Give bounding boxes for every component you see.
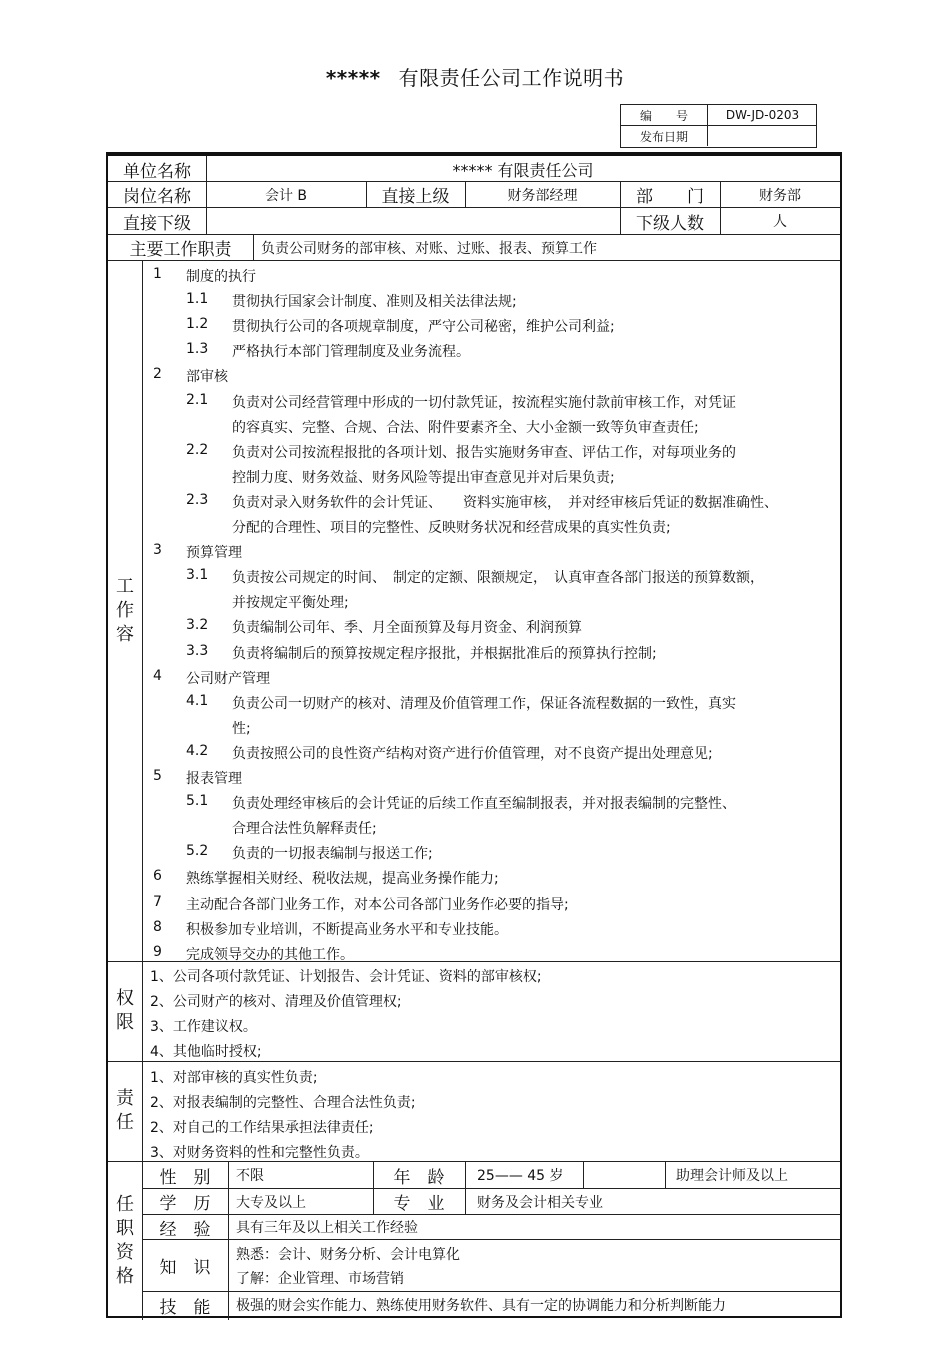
work-content-line xyxy=(108,542,840,562)
gender-value: 不限 xyxy=(236,1168,264,1184)
responsibility-line: 2、对自己的工作结果承担法律责任; xyxy=(150,1120,374,1136)
work-content-text: 性; xyxy=(232,720,251,737)
work-content-line xyxy=(108,266,840,286)
work-content-number: 3.3 xyxy=(186,642,209,659)
work-content-number: 3 xyxy=(153,542,162,559)
work-content-text: 的容真实、完整、合规、合法、附件要素齐全、大小金额一致等负审查责任; xyxy=(232,419,699,436)
authority-label: 权 限 xyxy=(116,988,134,1033)
unit-name-label: 单位名称 xyxy=(123,161,191,182)
work-content-number: 4.1 xyxy=(186,692,209,709)
job-description-table xyxy=(106,152,842,1318)
age-label: 年 龄 xyxy=(393,1167,445,1188)
document-title xyxy=(0,62,950,91)
number-label: 编 号 xyxy=(621,105,708,125)
work-content-line xyxy=(108,894,840,914)
direct-subordinate-value xyxy=(206,208,620,234)
work-content-number: 3.1 xyxy=(186,567,209,584)
work-content-number: 8 xyxy=(153,918,162,935)
work-content-number: 1.3 xyxy=(186,341,209,358)
work-content-label: 工 作 容 xyxy=(116,575,134,645)
work-content-number: 6 xyxy=(153,868,162,885)
knowledge-value-understand: 了解：企业管理、市场营销 xyxy=(236,1271,404,1287)
work-content-line xyxy=(108,693,840,713)
post-name-value: 会计 B xyxy=(264,187,308,204)
major-value: 财务及会计相关专业 xyxy=(477,1194,603,1211)
work-content-number: 2 xyxy=(153,366,162,383)
main-duties-label: 主要工作职责 xyxy=(129,240,232,260)
work-content-text: 负责按照公司的良性资产结构对资产进行价值管理，对不良资产提出处理意见; xyxy=(232,745,713,762)
work-content-text: 贯彻执行国家会计制度、准则及相关法律法规; xyxy=(232,294,517,311)
work-content-number: 4.2 xyxy=(186,742,209,759)
work-content-text: 主动配合各部门业务工作，对本公司各部门业务作必要的指导; xyxy=(186,896,569,913)
responsibility-line: 2、对报表编制的完整性、合理合法性负责; xyxy=(150,1095,416,1111)
work-content-text: 负责的一切报表编制与报送工作; xyxy=(232,846,433,863)
work-content-text: 制度的执行 xyxy=(186,269,256,285)
work-content-number: 3.2 xyxy=(186,617,209,634)
work-content-text: 贯彻执行公司的各项规章制度，严守公司秘密，维护公司利益; xyxy=(232,319,615,336)
responsibility-line: 3、对财务资料的性和完整性负责。 xyxy=(150,1145,369,1161)
work-content-text: 分配的合理性、项目的完整性、反映财务状况和经营成果的真实性负责; xyxy=(232,520,671,536)
work-content-number: 9 xyxy=(153,943,162,960)
subordinate-count-label: 下级人数 xyxy=(636,213,704,234)
work-content-line xyxy=(108,417,840,437)
responsibility-line: 1、对部审核的真实性负责; xyxy=(150,1070,318,1086)
qualification-label: 任 职 资 格 xyxy=(116,1193,134,1287)
subordinate-count-value: 人 xyxy=(773,214,787,230)
work-content-line xyxy=(108,718,840,738)
work-content-line xyxy=(108,818,840,838)
title-text: 有限责任公司工作说明书 xyxy=(398,66,625,90)
work-content-text: 部审核 xyxy=(186,369,228,386)
work-content-text: 公司财产管理 xyxy=(186,670,270,687)
work-content-text: 积极参加专业培训，不断提高业务水平和专业技能。 xyxy=(186,921,508,938)
work-content-text: 负责编制公司年、季、月全面预算及每月资金、利润预算 xyxy=(232,620,582,637)
code-box xyxy=(620,104,817,148)
work-content-text: 负责对公司经营管理中形成的一切付款凭证，按流程实施付款前审核工作，对凭证 xyxy=(232,394,736,411)
number-value: DW-JD-0203 xyxy=(725,108,800,122)
authority-line: 4、其他临时授权; xyxy=(150,1044,262,1060)
work-content-text: 负责公司一切财产的核对、清理及价值管理工作，保证各流程数据的一致性，真实 xyxy=(232,695,736,712)
work-content-line xyxy=(108,868,840,888)
work-content-line xyxy=(108,567,840,587)
authority-line: 1、公司各项付款凭证、计划报告、会计凭证、资料的部审核权; xyxy=(150,969,542,985)
gender-label: 性 别 xyxy=(159,1167,211,1188)
work-content-line xyxy=(108,392,840,412)
work-content-text: 熟练掌握相关财经、税收法规，提高业务操作能力; xyxy=(186,871,499,888)
work-content-line xyxy=(108,341,840,361)
experience-value: 具有三年及以上相关工作经验 xyxy=(236,1220,418,1236)
work-content-line xyxy=(108,467,840,487)
work-content-number: 1.2 xyxy=(186,316,209,333)
work-content-number: 2.2 xyxy=(186,441,209,458)
work-content-line xyxy=(108,668,840,688)
work-content-text: 负责对公司按流程报批的各项计划、报告实施财务审查、评估工作，对每项业务的 xyxy=(232,444,736,461)
work-content-text: 负责处理经审核后的会计凭证的后续工作直至编制报表，并对报表编制的完整性、 xyxy=(232,796,736,813)
work-content-text: 严格执行本部门管理制度及业务流程。 xyxy=(232,344,470,361)
direct-superior-label: 直接上级 xyxy=(381,187,450,207)
work-content-number: 1.1 xyxy=(186,291,209,308)
work-content-line xyxy=(108,316,840,336)
title-stars: ***** xyxy=(325,66,381,90)
knowledge-value-familiar: 熟悉：会计、财务分析、会计电算化 xyxy=(236,1247,460,1263)
unit-name-value: ***** 有限责任公司 xyxy=(452,160,594,180)
experience-label: 经 验 xyxy=(159,1219,211,1240)
work-content-line xyxy=(108,768,840,788)
skill-value: 极强的财会实作能力、熟练使用财务软件、具有一定的协调能力和分析判断能力 xyxy=(236,1298,726,1314)
education-label: 学 历 xyxy=(159,1194,211,1214)
skill-label: 技 能 xyxy=(159,1297,211,1318)
authority-line: 2、公司财产的核对、清理及价值管理权; xyxy=(150,994,402,1010)
work-content-line xyxy=(108,919,840,939)
education-value: 大专及以上 xyxy=(236,1194,306,1211)
work-content-text: 报表管理 xyxy=(186,771,242,787)
work-content-line xyxy=(108,291,840,311)
work-content-text: 并按规定平衡处理; xyxy=(232,595,349,612)
work-content-number: 1 xyxy=(153,266,162,282)
work-content-line xyxy=(108,592,840,612)
work-content-number: 4 xyxy=(153,667,162,684)
knowledge-label: 知 识 xyxy=(159,1258,211,1278)
work-content-line xyxy=(108,517,840,537)
work-content-line xyxy=(108,643,840,663)
work-content-text: 预算管理 xyxy=(186,545,242,562)
work-content-text: 合理合法性负解释责任; xyxy=(232,821,377,838)
title-requirement-value: 助理会计师及以上 xyxy=(676,1168,788,1184)
work-content-line xyxy=(108,944,840,964)
work-content-number: 2.1 xyxy=(186,391,209,408)
responsibility-label: 责 任 xyxy=(116,1088,134,1133)
work-content-line xyxy=(108,492,840,512)
work-content-text: 完成领导交办的其他工作。 xyxy=(186,946,354,963)
post-name-label: 岗位名称 xyxy=(123,187,191,207)
work-content-number: 7 xyxy=(153,893,162,910)
date-label: 发布日期 xyxy=(621,126,708,146)
main-duties-value: 负责公司财务的部审核、对账、过账、报表、预算工作 xyxy=(261,240,597,257)
work-content-line xyxy=(108,617,840,637)
work-content-text: 控制力度、财务效益、财务风险等提出审查意见并对后果负责; xyxy=(232,469,615,486)
work-content-line xyxy=(108,442,840,462)
work-content-line xyxy=(108,793,840,813)
work-content-number: 2.3 xyxy=(186,491,209,508)
work-content-text: 负责将编制后的预算按规定程序报批，并根据批准后的预算执行控制; xyxy=(232,645,657,662)
department-label: 部 门 xyxy=(636,187,704,207)
work-content-line xyxy=(108,366,840,386)
work-content-number: 5.1 xyxy=(186,793,209,810)
work-content-text: 负责对录入财务软件的会计凭证、 资料实施审核， 并对经审核后凭证的数据准确性、 xyxy=(232,494,778,511)
age-value: 25—— 45 岁 xyxy=(477,1168,564,1184)
work-content-line xyxy=(108,743,840,763)
direct-subordinate-label: 直接下级 xyxy=(123,213,191,234)
department-value: 财务部 xyxy=(759,187,801,204)
work-content-line xyxy=(108,843,840,863)
work-content-number: 5.2 xyxy=(186,843,209,860)
work-content-text: 负责按公司规定的时间、 制定的定额、限额规定， 认真审查各部门报送的预算数额， xyxy=(232,570,764,587)
work-content-number: 5 xyxy=(153,768,162,784)
direct-superior-value: 财务部经理 xyxy=(507,187,578,204)
major-label: 专 业 xyxy=(393,1194,445,1214)
date-value xyxy=(709,126,816,146)
authority-line: 3、工作建议权。 xyxy=(150,1019,257,1035)
